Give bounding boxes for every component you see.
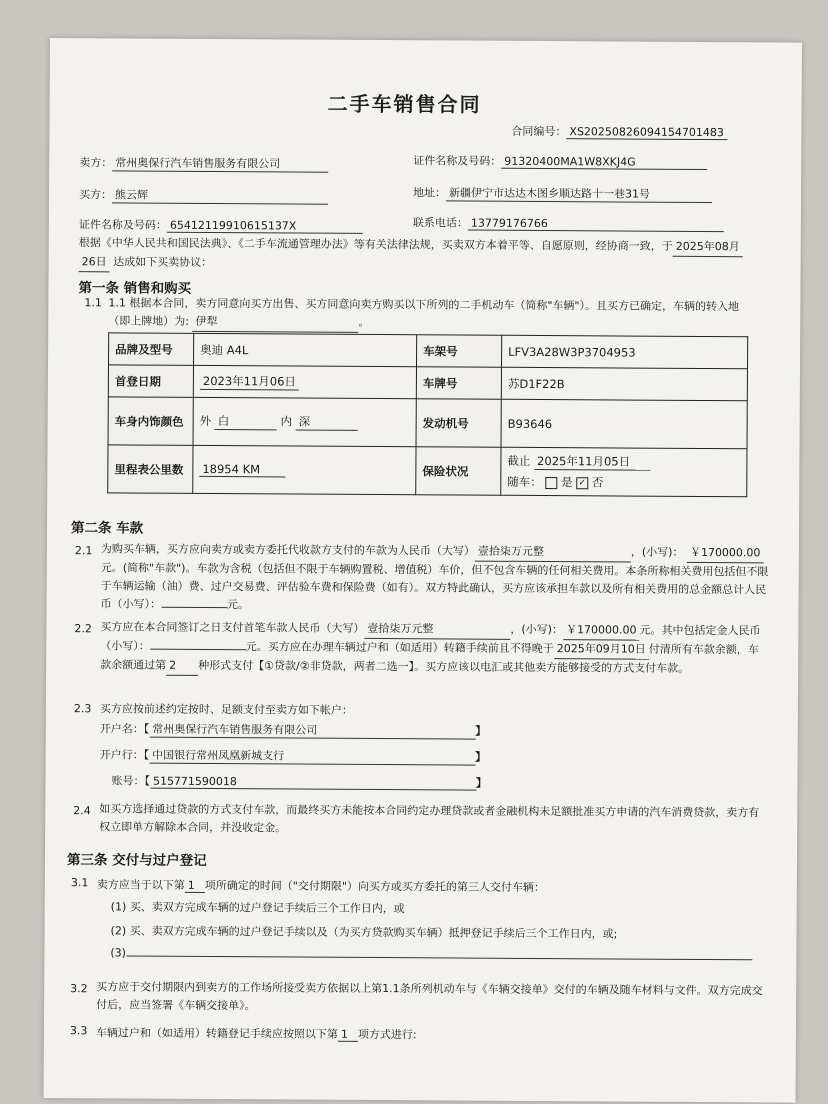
- clause-2-4: 如买方选择通过贷款的方式支付车款，而最终买方未能按本合同约定办理贷款或者金融机构未足额批准买方申请的汽车消费贷款，卖方有权立即单方解除本合同，并没收定金。: [99, 802, 760, 835]
- transfer-place: 伊犁: [192, 313, 358, 333]
- insurance-cell: [501, 447, 747, 497]
- ins-until-value: 2025年11月05日: [534, 453, 650, 471]
- clause-2-2-num: 2.2: [74, 622, 92, 636]
- p22-amount-cn: 壹拾柒万元整: [364, 620, 510, 640]
- clause-2-1-text-d: 元。: [227, 598, 250, 612]
- clause-2-2: [100, 618, 768, 679]
- inner-color: 深: [296, 414, 358, 431]
- clause-2-2-text-e: 付清所有车款余额，车款余额通过第: [100, 642, 759, 672]
- color-label: 车身内饰颜色: [108, 397, 193, 446]
- clause-2-4-num: 2.4: [73, 804, 91, 818]
- clause-2-3-num: 2.3: [73, 702, 92, 716]
- option-2: (2) 买、卖双方完成车辆的过户登记手续以及（为买方贷款购买车辆）抵押登记手续后三个工作日内，或;: [110, 924, 618, 941]
- p22-amount: ￥170000.00: [563, 621, 640, 640]
- reg-date-cell: [193, 365, 416, 398]
- bank-close: 】: [475, 750, 487, 764]
- clause-3-1-text-a: 卖方应当于以下第: [96, 878, 185, 892]
- option-3-label: (3): [110, 946, 127, 960]
- option-3-blank: [126, 955, 752, 960]
- clause-2-2-text-c: 元。其中包括定金人民币（小写）：: [100, 623, 761, 653]
- buyer-row: [79, 186, 328, 205]
- preamble-date-ym: 2025年08月: [673, 238, 743, 257]
- clause-3-1-text-b: 项所确定的时间（"交付期限"）向买方或买方委托的第三人交付车辆：: [204, 878, 545, 895]
- p22-method: 2: [166, 657, 198, 676]
- buyer-id-row: [79, 216, 363, 234]
- deposit-amount: [150, 649, 246, 651]
- clause-2-1-text-c: 元。(简称"车款")。车款为含税（包括但不限于车辆购置税、增值税）车价，但不包含车辆的任何相关费用。本条所称相关费用包括但不限于车辆运输（油）费、过户交易费、评估验车费和保险费（如有）。双方特此确认，买方应该承担车款以及所有相关费用的总金额总计人民币（小写）：: [100, 561, 769, 611]
- clause-3-3-text-b: 项方式进行:: [357, 1027, 417, 1042]
- engine-label: 发动机号: [416, 399, 501, 448]
- article-2-title: 第二条 车款: [70, 520, 144, 537]
- clause-2-1-text-b: ，(小写)：: [630, 545, 684, 559]
- no-label: 否: [591, 475, 604, 490]
- inner-label: 内: [280, 414, 293, 429]
- vin-label: 车架号: [416, 335, 501, 368]
- vehicle-table: [107, 332, 748, 497]
- buyer-label: 买方：: [79, 188, 113, 202]
- clause-2-2-text-b: ，(小写)：: [510, 622, 564, 637]
- clause-3-3-num: 3.3: [69, 1024, 88, 1038]
- outer-color: 白: [215, 413, 277, 430]
- phone-row: [413, 214, 724, 232]
- seller-id-row: [413, 152, 707, 170]
- account-name-close: 】: [475, 724, 487, 738]
- option-1: (1) 买、卖双方完成车辆的过户登记手续后三个工作日内，或: [110, 900, 405, 916]
- account-name-label: 开户名：【: [99, 722, 150, 736]
- bank-label: 开户行：【: [99, 748, 150, 762]
- plate-label: 车牌号: [416, 367, 501, 400]
- clause-3-3-text-a: 车辆过户和（如适用）转籍登记手续应按照以下第: [95, 1026, 338, 1041]
- account-no-close: 】: [475, 776, 487, 790]
- address-row: [413, 184, 712, 203]
- article-1-title: 第一条 销售和购买: [78, 280, 192, 297]
- table-row: [109, 333, 748, 369]
- vin-value: LFV3A28W3P3704953: [501, 335, 747, 369]
- insurance-label: 保险状况: [416, 447, 501, 496]
- p21-total: [161, 607, 227, 608]
- seller-label: 卖方：: [79, 156, 113, 170]
- clause-1-1: [108, 294, 768, 335]
- plate-value: 苏D1F22B: [501, 367, 747, 401]
- clause-2-1: [100, 540, 768, 617]
- address-label: 地址：: [413, 186, 447, 200]
- table-row: [108, 445, 747, 497]
- color-cell: [193, 397, 416, 446]
- phone-label: 联系电话：: [412, 216, 468, 230]
- no-checkbox[interactable]: ✓: [576, 477, 588, 489]
- brand-value: 奥迪 A4L: [194, 333, 417, 366]
- p22-date: 2025年09月10日: [554, 640, 649, 660]
- buyer-value: 熊云辉: [112, 186, 328, 204]
- engine-value: B93646: [501, 399, 747, 449]
- yes-label: 是: [561, 475, 573, 490]
- account-name-value: 常州奥保行汽车销售服务有限公司: [149, 721, 475, 740]
- clause-2-1-num: 2.1: [74, 544, 93, 558]
- brand-label: 品牌及型号: [109, 333, 194, 366]
- clause-2-2-text-a: 买方应在本合同签订之日支付首笔车款人民币（大写）: [100, 620, 365, 635]
- p33-choice: 1: [338, 1028, 358, 1042]
- preamble: [79, 234, 769, 276]
- seller-id-value: 91320400MA1W8XKJ4G: [501, 155, 707, 170]
- account-no-value: 515771590018: [150, 775, 476, 791]
- article-3-title: 第三条 交付与过户登记: [66, 852, 207, 869]
- clause-2-2-text-d: 元。买方应在办理车辆过户和（如适用）转籍手续前且不得晚于: [245, 640, 554, 656]
- buyer-id-label: 证件名称及号码：: [78, 218, 167, 232]
- p31-choice: 1: [185, 879, 205, 893]
- clause-3-3: [96, 1024, 417, 1042]
- p21-amount-cn: 壹拾柒万元整: [475, 543, 631, 563]
- clause-3-2: 买方应于交付期限内到卖方的工作场所接受卖方依据以上第1.1条所列机动车与《车辆交接单》交付的车辆及随车材料与文件。双方完成交付后，应当签署《车辆交接单》。: [96, 980, 763, 1013]
- page-title: 二手车销售合同: [327, 91, 482, 117]
- table-row: [108, 365, 747, 401]
- clause-2-1-text-a: 为购买车辆，买方应向卖方或卖方委托代收款方支付的车款为人民币（大写）: [100, 542, 475, 558]
- preamble-text: 根据《中华人民共和国民法典》、《二手车流通管理办法》等有关法律法规，买卖双方本着平等、自愿原则，经协商一致，于: [78, 236, 673, 253]
- seller-id-label: 证件名称及号码：: [413, 154, 502, 168]
- clause-1-1-num: 1.1: [84, 296, 102, 310]
- clause-2-3-text: 买方应按前述约定按时、足额支付至卖方如下帐户：: [99, 702, 353, 717]
- phone-value: 13779176766: [468, 217, 724, 233]
- clause-1-1-end: 。: [358, 315, 370, 329]
- account-no-label: 账号：【: [111, 774, 151, 788]
- clause-3-1: [97, 876, 545, 895]
- reg-date-label: 首登日期: [108, 365, 193, 398]
- account-name-row: [100, 720, 487, 739]
- mileage-label: 里程表公里数: [108, 445, 193, 494]
- address-value: 新疆伊宁市达达木图乡顺达路十一巷31号: [446, 184, 712, 203]
- yes-checkbox[interactable]: [545, 477, 557, 489]
- buyer-id-value: 65412119910615137X: [167, 219, 363, 234]
- p21-amount: ￥170000.00: [687, 544, 764, 563]
- mileage-value: 18954 KM: [199, 462, 285, 478]
- clause-2-2-text-f: 种形式支付【①贷款/②非贷款，两者二选一】。买方应该以电汇或其他卖方能够接受的方式支付车款。: [198, 658, 690, 675]
- bank-row: [100, 746, 487, 765]
- contract-page: [44, 38, 802, 1103]
- bank-value: 中国银行常州凤凰新城支行: [149, 747, 475, 766]
- seller-row: [79, 154, 328, 173]
- clause-3-1-num: 3.1: [70, 876, 89, 890]
- outer-label: 外: [199, 413, 212, 428]
- preamble-text-2: 达成如下买卖协议：: [113, 255, 213, 269]
- reg-date-value: 2023年11月06日: [200, 373, 299, 391]
- contract-no: [511, 123, 727, 140]
- table-row: [108, 397, 747, 449]
- contract-no-value: XS20250826094154701483: [566, 125, 727, 140]
- seller-value: 常州奥保行汽车销售服务有限公司: [112, 154, 328, 172]
- ins-with-label: 随车：: [507, 474, 542, 490]
- mileage-cell: [193, 445, 416, 494]
- preamble-date-day: 26日: [79, 253, 110, 272]
- account-no-row: [111, 772, 487, 790]
- clause-3-2-num: 3.2: [70, 982, 88, 996]
- option-3: [110, 946, 752, 963]
- clause-1-1-line1: 1.1 根据本合同，卖方同意向买方出售、买方同意向卖方购买以下所列的二手机动车（简称"车辆"）。且买方已确定，车辆的转入地: [108, 296, 740, 314]
- ins-until-label: 截止: [507, 453, 531, 468]
- clause-1-1-line2: （即上牌地）为:: [108, 314, 190, 328]
- contract-no-label: 合同编号：: [511, 124, 567, 139]
